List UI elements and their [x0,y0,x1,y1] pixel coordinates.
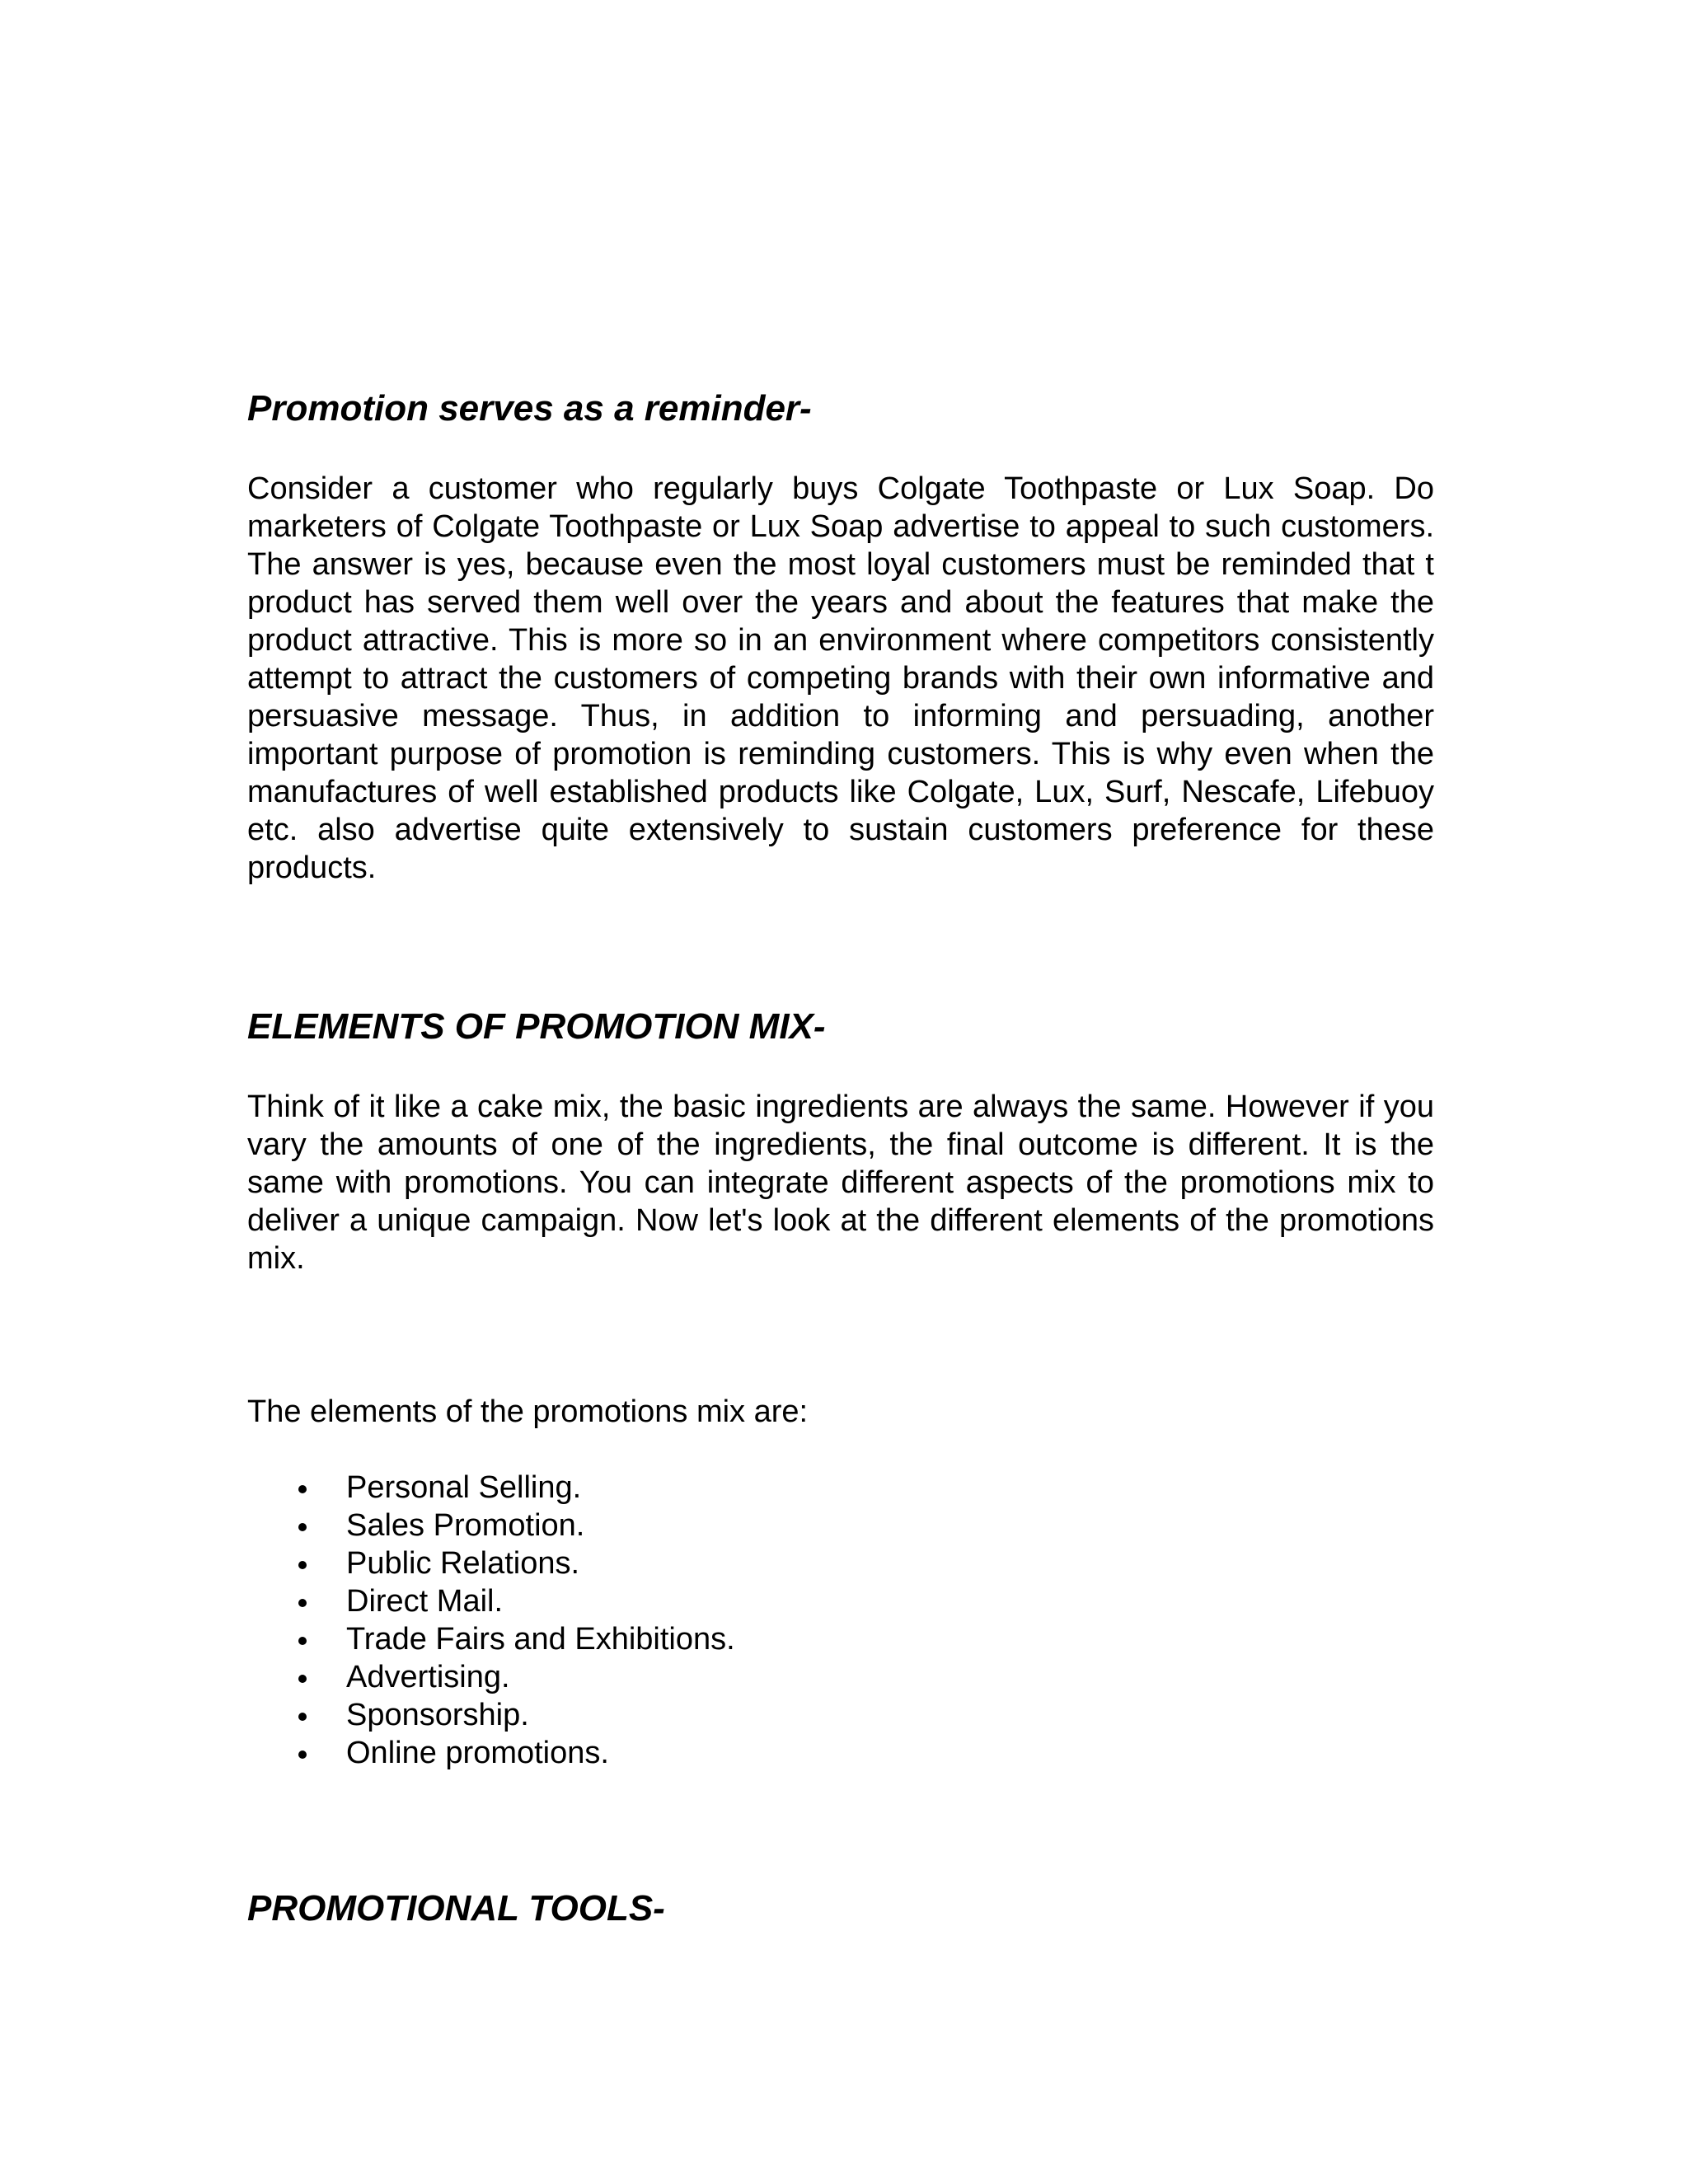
list-intro: The elements of the promotions mix are: [247,1394,809,1429]
bullet-icon [298,1675,307,1683]
bullet-icon [298,1637,307,1645]
bullet-icon [298,1561,307,1569]
section-heading-reminder: Promotion serves as a reminder- [247,388,812,429]
bullet-icon [298,1599,307,1607]
bullet-icon [298,1750,307,1759]
paragraph-cake-mix: Think of it like a cake mix, the basic ingredients are always the same. However if you vary the amounts of one of the ingredients, the final outcome is different. It is the same with promotions. You can integrate different aspects of the promotions mix to deliver a unique campaign. Now let's look at the different elements of the promotions mix. [247,1090,1434,1276]
list-item: Trade Fairs and Exhibitions. [247,1620,735,1658]
bullet-icon [298,1485,307,1493]
bullet-icon [298,1523,307,1531]
list-item: Sales Promotion. [247,1507,735,1544]
list-item: Direct Mail. [247,1582,735,1620]
list-item: Sponsorship. [247,1696,735,1734]
section-heading-tools: PROMOTIONAL TOOLS- [247,1888,665,1929]
list-item: Advertising. [247,1658,735,1696]
section-heading-elements: ELEMENTS OF PROMOTION MIX- [247,1006,826,1047]
bullet-icon [298,1713,307,1721]
list-item: Online promotions. [247,1734,735,1772]
promotion-elements-list [247,1469,735,1772]
paragraph-reminder: Consider a customer who regularly buys Colgate Toothpaste or Lux Soap. Do marketers of Colgate Toothpaste or Lux Soap advertise to appeal to such customers. The answer is yes, because even the most loyal customers must be reminded that t product has served them well over the years and about the features that make the product attractive. This is more so in an environment where competitors consistently attempt to attract the customers of competing brands with their own informative and persuasive message. Thus, in addition to informing and persuading, another important purpose of promotion is reminding customers. This is why even when the manufactures of well established products like Colgate, Lux, Surf, Nescafe, Lifebuoy etc. also advertise quite extensively to sustain customers preference for these products. [247,471,1434,885]
list-item: Personal Selling. [247,1469,735,1507]
list-item: Public Relations. [247,1544,735,1582]
